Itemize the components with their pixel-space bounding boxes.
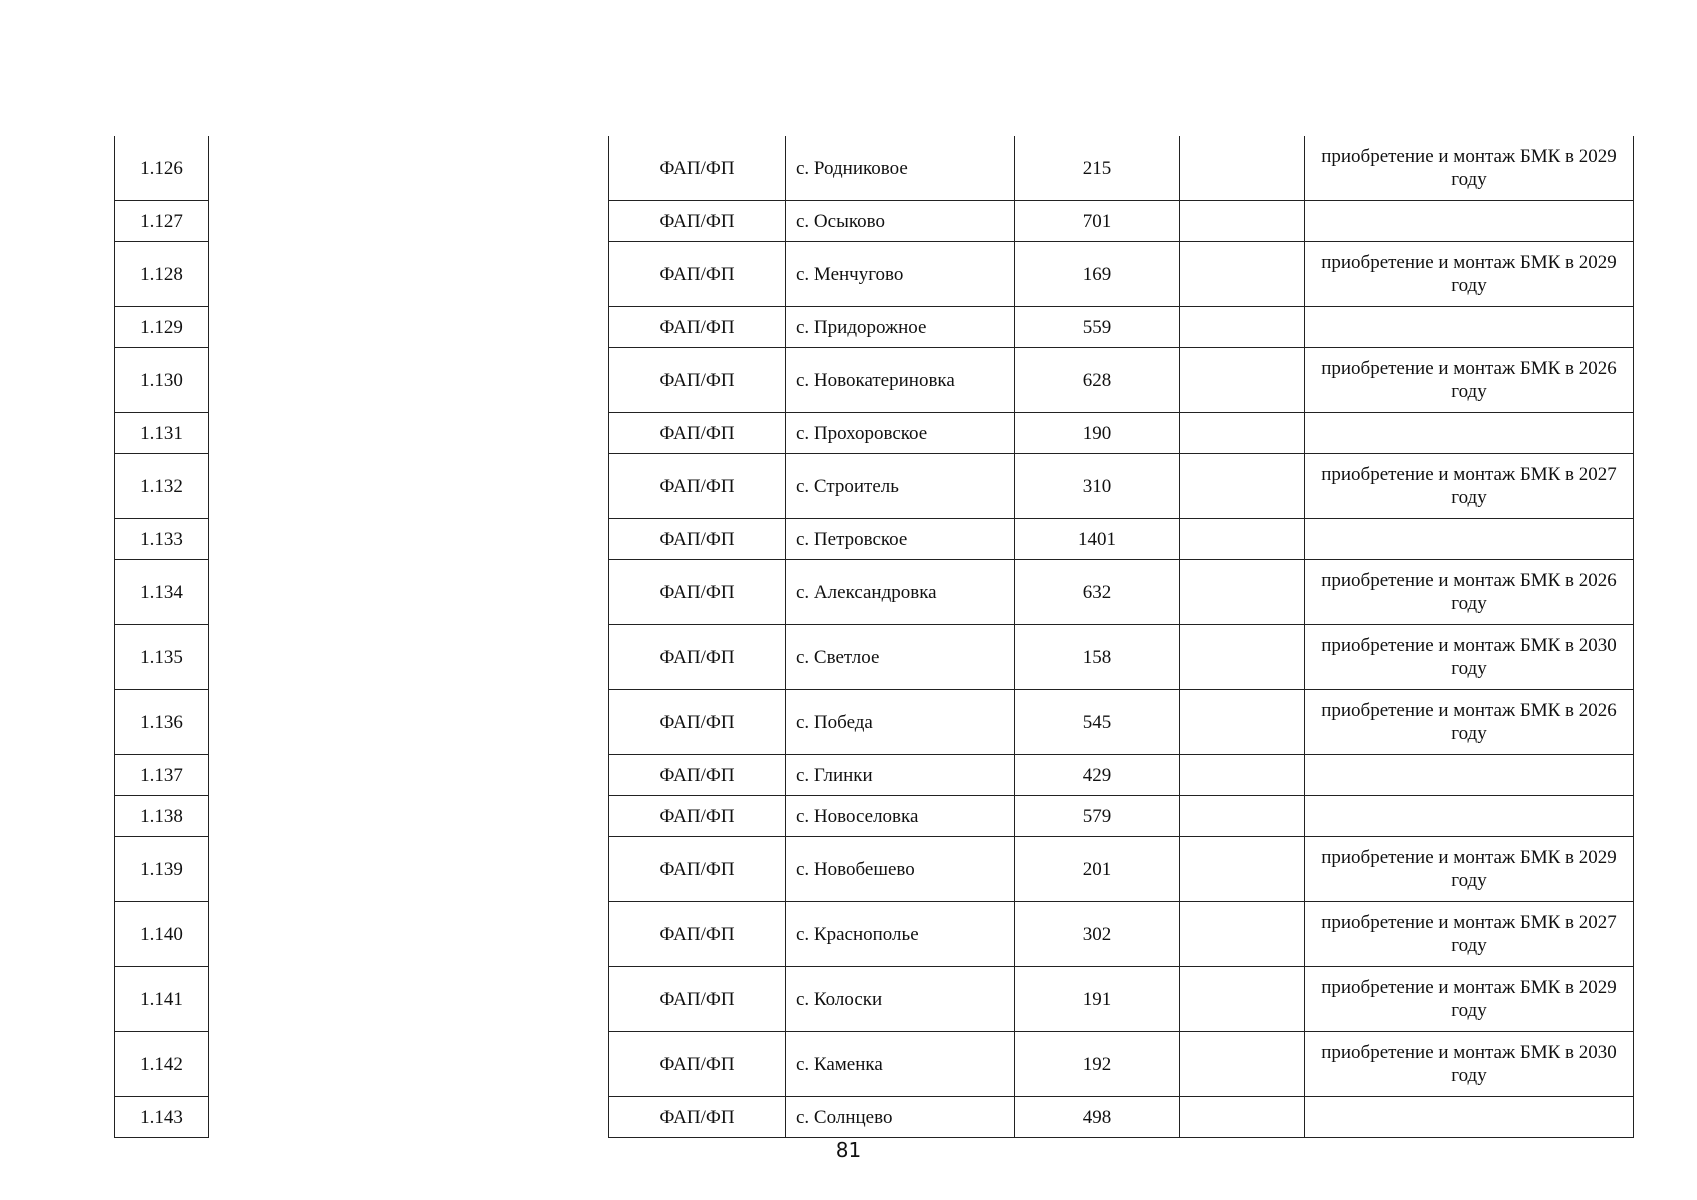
facility-type-cell: ФАП/ФП: [609, 136, 786, 201]
table-row-number: [115, 413, 209, 454]
row-number-cell: 1.138: [115, 796, 209, 837]
settlement-cell: с. Менчугово: [786, 242, 1015, 307]
population-cell: 215: [1015, 136, 1180, 201]
row-number-cell: 1.126: [115, 136, 209, 201]
settlement-cell: с. Родниковое: [786, 136, 1015, 201]
settlement-cell: с. Александровка: [786, 560, 1015, 625]
row-number-cell: 1.141: [115, 967, 209, 1032]
table-row: [609, 837, 1634, 902]
population-cell: 559: [1015, 307, 1180, 348]
population-cell: 191: [1015, 967, 1180, 1032]
facility-type-cell: ФАП/ФП: [609, 560, 786, 625]
table-row-number: [115, 1097, 209, 1138]
page-number: 81: [835, 1138, 862, 1162]
note-cell: приобретение и монтаж БМК в 2030 году: [1305, 625, 1634, 690]
row-number-cell: 1.137: [115, 755, 209, 796]
empty-cell: [1180, 136, 1305, 201]
row-number-cell: 1.131: [115, 413, 209, 454]
population-cell: 498: [1015, 1097, 1180, 1138]
table-row: [609, 136, 1634, 201]
row-number-cell: 1.130: [115, 348, 209, 413]
note-cell: [1305, 413, 1634, 454]
row-number-cell: 1.132: [115, 454, 209, 519]
settlement-cell: с. Новоселовка: [786, 796, 1015, 837]
table-row-number: [115, 837, 209, 902]
empty-cell: [1180, 796, 1305, 837]
note-cell: приобретение и монтаж БМК в 2029 году: [1305, 837, 1634, 902]
population-cell: 701: [1015, 201, 1180, 242]
empty-cell: [1180, 242, 1305, 307]
table-row: [609, 201, 1634, 242]
settlement-cell: с. Глинки: [786, 755, 1015, 796]
table-row: [609, 242, 1634, 307]
table-row: [609, 625, 1634, 690]
row-number-cell: 1.135: [115, 625, 209, 690]
population-cell: 579: [1015, 796, 1180, 837]
facility-type-cell: ФАП/ФП: [609, 755, 786, 796]
settlement-cell: с. Победа: [786, 690, 1015, 755]
table-row: [609, 307, 1634, 348]
note-cell: [1305, 755, 1634, 796]
note-cell: приобретение и монтаж БМК в 2029 году: [1305, 136, 1634, 201]
empty-cell: [1180, 348, 1305, 413]
settlement-cell: с. Каменка: [786, 1032, 1015, 1097]
facility-type-cell: ФАП/ФП: [609, 796, 786, 837]
settlement-cell: с. Осыково: [786, 201, 1015, 242]
note-cell: приобретение и монтаж БМК в 2026 году: [1305, 560, 1634, 625]
empty-cell: [1180, 307, 1305, 348]
note-cell: приобретение и монтаж БМК в 2029 году: [1305, 242, 1634, 307]
facility-type-cell: ФАП/ФП: [609, 454, 786, 519]
table-row-number: [115, 348, 209, 413]
population-cell: 158: [1015, 625, 1180, 690]
facility-type-cell: ФАП/ФП: [609, 348, 786, 413]
note-cell: [1305, 307, 1634, 348]
note-cell: приобретение и монтаж БМК в 2026 году: [1305, 348, 1634, 413]
note-cell: приобретение и монтаж БМК в 2027 году: [1305, 902, 1634, 967]
facility-type-cell: ФАП/ФП: [609, 625, 786, 690]
facility-type-cell: ФАП/ФП: [609, 690, 786, 755]
table-row: [609, 1097, 1634, 1138]
settlement-cell: с. Строитель: [786, 454, 1015, 519]
population-cell: 628: [1015, 348, 1180, 413]
table-row-number: [115, 560, 209, 625]
settlement-cell: с. Новобешево: [786, 837, 1015, 902]
empty-cell: [1180, 560, 1305, 625]
row-number-cell: 1.127: [115, 201, 209, 242]
note-cell: [1305, 796, 1634, 837]
row-number-cell: 1.129: [115, 307, 209, 348]
row-number-cell: 1.143: [115, 1097, 209, 1138]
table-row: [609, 796, 1634, 837]
row-number-cell: 1.140: [115, 902, 209, 967]
population-cell: 310: [1015, 454, 1180, 519]
table-row: [609, 413, 1634, 454]
table-row: [609, 454, 1634, 519]
population-cell: 192: [1015, 1032, 1180, 1097]
population-cell: 632: [1015, 560, 1180, 625]
table-row-number: [115, 307, 209, 348]
facilities-table: [608, 136, 1634, 1138]
settlement-cell: с. Прохоровское: [786, 413, 1015, 454]
facility-type-cell: ФАП/ФП: [609, 1097, 786, 1138]
table-row-number: [115, 519, 209, 560]
table-row-number: [115, 690, 209, 755]
facility-type-cell: ФАП/ФП: [609, 201, 786, 242]
table-row: [609, 755, 1634, 796]
table-row-number: [115, 1032, 209, 1097]
population-cell: 429: [1015, 755, 1180, 796]
empty-cell: [1180, 755, 1305, 796]
population-cell: 201: [1015, 837, 1180, 902]
empty-cell: [1180, 413, 1305, 454]
note-cell: [1305, 1097, 1634, 1138]
facility-type-cell: ФАП/ФП: [609, 967, 786, 1032]
facility-type-cell: ФАП/ФП: [609, 242, 786, 307]
note-cell: [1305, 201, 1634, 242]
empty-cell: [1180, 837, 1305, 902]
note-cell: приобретение и монтаж БМК в 2030 году: [1305, 1032, 1634, 1097]
facility-type-cell: ФАП/ФП: [609, 1032, 786, 1097]
settlement-cell: с. Колоски: [786, 967, 1015, 1032]
table-row: [609, 560, 1634, 625]
settlement-cell: с. Краснополье: [786, 902, 1015, 967]
facility-type-cell: ФАП/ФП: [609, 902, 786, 967]
table-row: [609, 690, 1634, 755]
row-number-cell: 1.128: [115, 242, 209, 307]
empty-cell: [1180, 201, 1305, 242]
settlement-cell: с. Новокатериновка: [786, 348, 1015, 413]
table-row-number: [115, 625, 209, 690]
table-row-number: [115, 201, 209, 242]
row-number-column: [114, 136, 209, 1138]
empty-cell: [1180, 967, 1305, 1032]
note-cell: приобретение и монтаж БМК в 2026 году: [1305, 690, 1634, 755]
table-row: [609, 1032, 1634, 1097]
row-number-cell: 1.139: [115, 837, 209, 902]
population-cell: 302: [1015, 902, 1180, 967]
settlement-cell: с. Придорожное: [786, 307, 1015, 348]
settlement-cell: с. Петровское: [786, 519, 1015, 560]
facility-type-cell: ФАП/ФП: [609, 837, 786, 902]
facility-type-cell: ФАП/ФП: [609, 519, 786, 560]
row-number-cell: 1.133: [115, 519, 209, 560]
population-cell: 545: [1015, 690, 1180, 755]
row-number-cell: 1.142: [115, 1032, 209, 1097]
facility-type-cell: ФАП/ФП: [609, 307, 786, 348]
note-cell: приобретение и монтаж БМК в 2027 году: [1305, 454, 1634, 519]
note-cell: [1305, 519, 1634, 560]
table-row: [609, 519, 1634, 560]
empty-cell: [1180, 519, 1305, 560]
table-row: [609, 967, 1634, 1032]
empty-cell: [1180, 625, 1305, 690]
population-cell: 1401: [1015, 519, 1180, 560]
row-number-cell: 1.134: [115, 560, 209, 625]
empty-cell: [1180, 902, 1305, 967]
note-cell: приобретение и монтаж БМК в 2029 году: [1305, 967, 1634, 1032]
table-row-number: [115, 796, 209, 837]
table-row-number: [115, 755, 209, 796]
empty-cell: [1180, 1032, 1305, 1097]
population-cell: 169: [1015, 242, 1180, 307]
row-number-cell: 1.136: [115, 690, 209, 755]
table-row-number: [115, 242, 209, 307]
table-row-number: [115, 454, 209, 519]
facility-type-cell: ФАП/ФП: [609, 413, 786, 454]
empty-cell: [1180, 690, 1305, 755]
table-row: [609, 902, 1634, 967]
table-row-number: [115, 902, 209, 967]
empty-cell: [1180, 1097, 1305, 1138]
table-row-number: [115, 136, 209, 201]
settlement-cell: с. Солнцево: [786, 1097, 1015, 1138]
empty-cell: [1180, 454, 1305, 519]
table-row: [609, 348, 1634, 413]
table-row-number: [115, 967, 209, 1032]
settlement-cell: с. Светлое: [786, 625, 1015, 690]
population-cell: 190: [1015, 413, 1180, 454]
